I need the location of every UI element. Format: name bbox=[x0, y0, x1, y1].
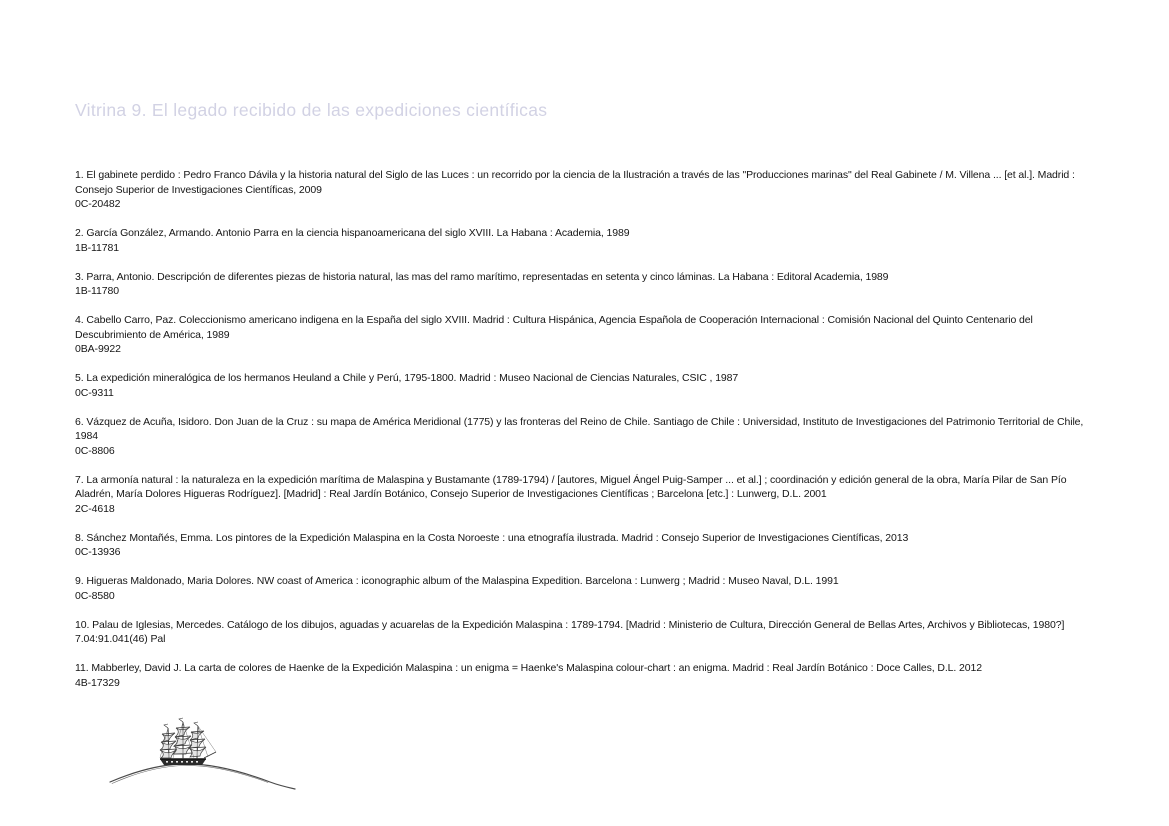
bibliography-list bbox=[75, 168, 1091, 705]
citation-text: 6. Vázquez de Acuña, Isidoro. Don Juan de la Cruz : su mapa de América Meridional (1775) y las fronteras del Reino de Chile. Santiago de Chile : Universidad, Instituto de Investigaciones del Patrimonio Territorial de Chile, 1984 bbox=[75, 415, 1084, 442]
bibliography-entry bbox=[75, 618, 1091, 647]
citation-text: 3. Parra, Antonio. Descripción de diferentes piezas de historia natural, las mas del ramo marítimo, representadas en setenta y cinco láminas. La Habana : Editoral Academia, 1989 bbox=[75, 270, 889, 283]
bibliography-entry bbox=[75, 661, 1091, 690]
call-number: 0C-13936 bbox=[75, 546, 121, 558]
call-number: 0BA-9922 bbox=[75, 343, 121, 355]
sailing-ship-icon bbox=[98, 716, 313, 796]
citation-text: 8. Sánchez Montañés, Emma. Los pintores de la Expedición Malaspina en la Costa Noroeste : una etnografía ilustrada. Madrid : Consejo Superior de Investigaciones Científicas, 2013 bbox=[75, 531, 909, 544]
citation-text: 9. Higueras Maldonado, Maria Dolores. NW coast of America : iconographic album of the Malaspina Expedition. Barcelona : Lunwerg ; Madrid : Museo Naval, D.L. 1991 bbox=[75, 575, 839, 587]
citation-text: 2. García González, Armando. Antonio Parra en la ciencia hispanoamericana del siglo XVIII. La Habana : Academia, 1989 bbox=[75, 227, 630, 239]
bibliography-entry bbox=[75, 371, 1091, 400]
bibliography-entry bbox=[75, 226, 1091, 255]
citation-text: 4. Cabello Carro, Paz. Coleccionismo americano indigena en la España del siglo XVIII. Madrid : Cultura Hispánica, Agencia Española de Cooperación Internacional : Comisión Nacional del Quinto Centenario del Descubrimiento de América, 1989 bbox=[75, 314, 1033, 341]
citation-text: 1. El gabinete perdido : Pedro Franco Dávila y la historia natural del Siglo de las Luces : un recorrido por la ciencia de la Ilustración a través de las "Producciones marinas" del Real Gabinete / M. Villena ... [et al.]. Madrid : Consejo Superior de Investigaciones Científicas, 2009 bbox=[75, 169, 1075, 196]
citation-text: 11. Mabberley, David J. La carta de colores de Haenke de la Expedición Malaspina : un enigma = Haenke's Malaspina colour-chart : an enigma. Madrid : Real Jardín Botánico : Doce Calles, D.L. 2012 bbox=[75, 662, 983, 674]
bibliography-entry bbox=[75, 270, 1091, 299]
call-number: 4B-17329 bbox=[75, 676, 120, 689]
call-number: 0C-20482 bbox=[75, 198, 121, 210]
bibliography-entry bbox=[75, 415, 1091, 459]
call-number: 0C-8806 bbox=[75, 444, 115, 457]
ship-illustration bbox=[98, 716, 313, 796]
bibliography-entry bbox=[75, 574, 1091, 603]
call-number: 0C-9311 bbox=[75, 386, 114, 399]
citation-text: 7. La armonía natural : la naturaleza en la expedición marítima de Malaspina y Bustamante (1789-1794) / [autores, Miguel Ángel Puig-Samper ... et al.] ; coordinación y edición general de la obra, María Pilar de San Pío Aladrén, María Dolores Higueras Rodríguez]. [Madrid] : Real Jardín Botánico, Consejo Superior de Investigaciones Científicas ; Barcelona [etc.] : Lunwerg, D.L. 2001 bbox=[75, 473, 1067, 500]
call-number: 7.04:91.041(46) Pal bbox=[75, 633, 166, 645]
call-number: 1B-11781 bbox=[75, 241, 119, 254]
call-number: 2C-4618 bbox=[75, 502, 115, 515]
bibliography-entry bbox=[75, 531, 1091, 560]
call-number: 1B-11780 bbox=[75, 285, 119, 297]
citation-text: 10. Palau de Iglesias, Mercedes. Catálogo de los dibujos, aguadas y acuarelas de la Expedición Malaspina : 1789-1794. [Madrid : Ministerio de Cultura, Dirección General de Bellas Artes, Archivos y Bibliotecas, 1980?] bbox=[75, 618, 1065, 631]
bibliography-entry bbox=[75, 473, 1091, 517]
page-title: Vitrina 9. El legado recibido de las expediciones científicas bbox=[75, 100, 548, 120]
citation-text: 5. La expedición mineralógica de los hermanos Heuland a Chile y Perú, 1795-1800. Madrid : Museo Nacional de Ciencias Naturales, CSIC , 1987 bbox=[75, 372, 739, 384]
bibliography-entry bbox=[75, 313, 1091, 357]
bibliography-entry bbox=[75, 168, 1091, 212]
call-number: 0C-8580 bbox=[75, 589, 115, 602]
